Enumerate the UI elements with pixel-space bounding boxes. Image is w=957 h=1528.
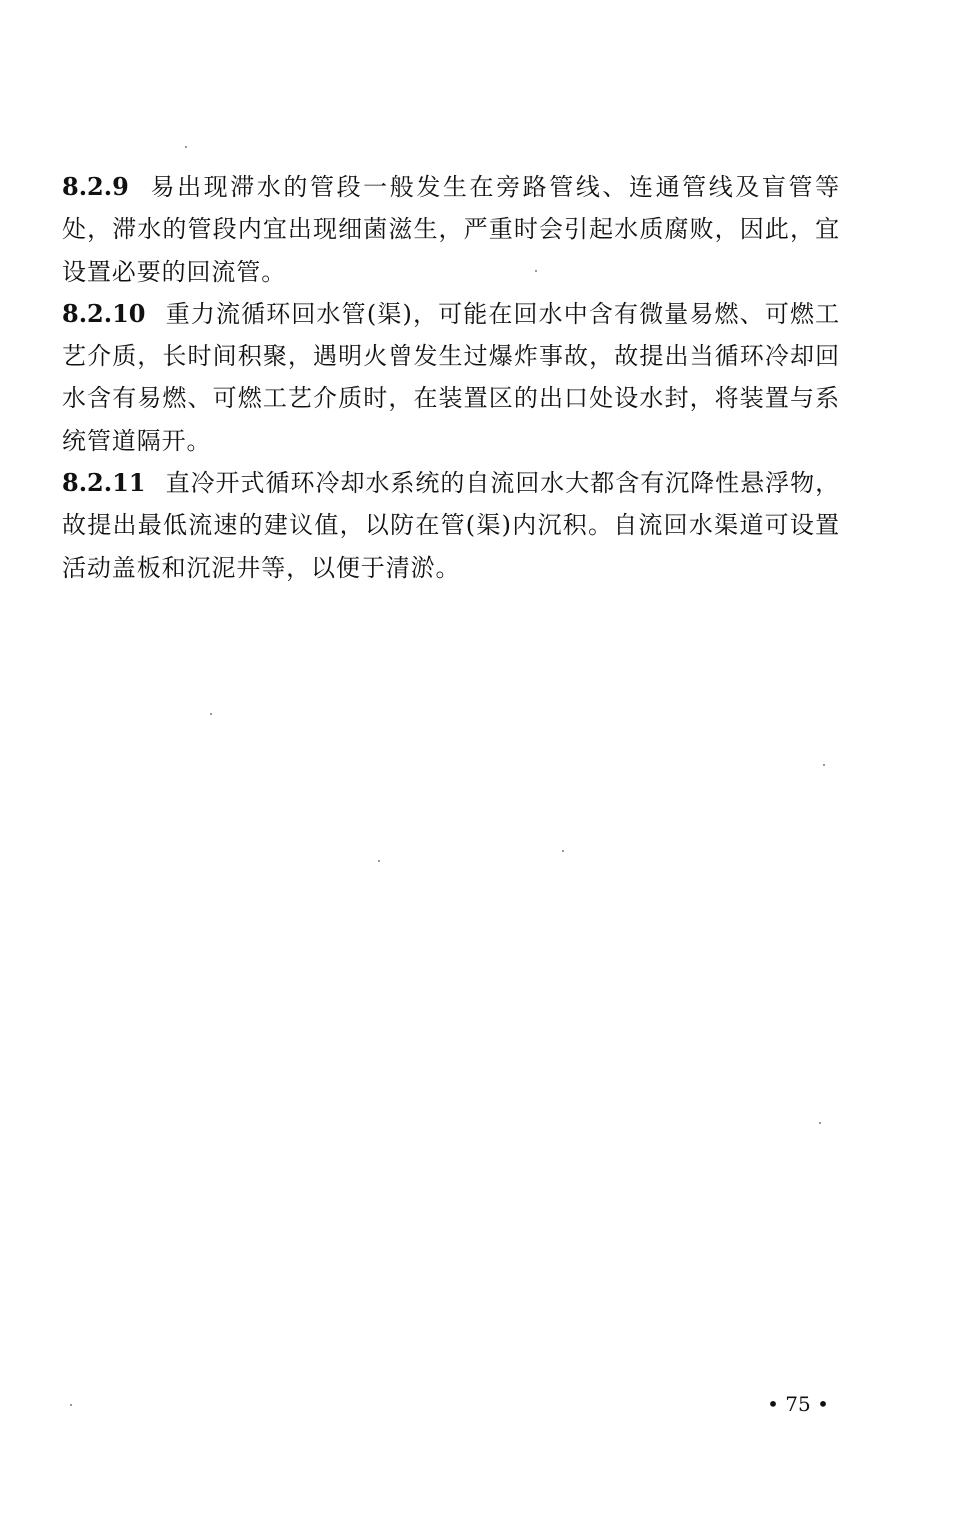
clause-text: 重力流循环回水管(渠)，可能在回水中含有微量易燃、可燃工艺介质，长时间积聚，遇明火曾发生过爆炸事故，故提出当循环冷却回水含有易燃、可燃工艺介质时，在装置区的出口处设水封，将装置与系统管道隔开。 <box>62 299 840 455</box>
clause-number: 8.2.10 <box>62 298 146 328</box>
scan-speck <box>378 860 380 862</box>
scan-speck <box>823 764 825 766</box>
page-number: • 75 • <box>767 1392 829 1416</box>
document-body <box>62 166 840 589</box>
clause-number: 8.2.9 <box>62 172 129 201</box>
scan-speck <box>70 1404 72 1406</box>
scan-speck <box>210 713 212 715</box>
scan-speck <box>185 146 187 148</box>
clause-8-2-9 <box>62 166 840 293</box>
clause-text: 直冷开式循环冷却水系统的自流回水大都含有沉降性悬浮物，故提出最低流速的建议值，以防在管(渠)内沉积。自流回水渠道可设置活动盖板和沉泥井等，以便于清淤。 <box>62 469 840 582</box>
clause-number: 8.2.11 <box>62 468 146 498</box>
clause-8-2-10 <box>62 293 840 462</box>
scan-speck <box>562 850 564 852</box>
scan-speck <box>819 1122 821 1124</box>
clause-8-2-11 <box>62 462 840 589</box>
clause-text: 易出现滞水的管段一般发生在旁路管线、连通管线及盲管等处，滞水的管段内宜出现细菌滋生，严重时会引起水质腐败，因此，宜设置必要的回流管。 <box>62 173 840 286</box>
